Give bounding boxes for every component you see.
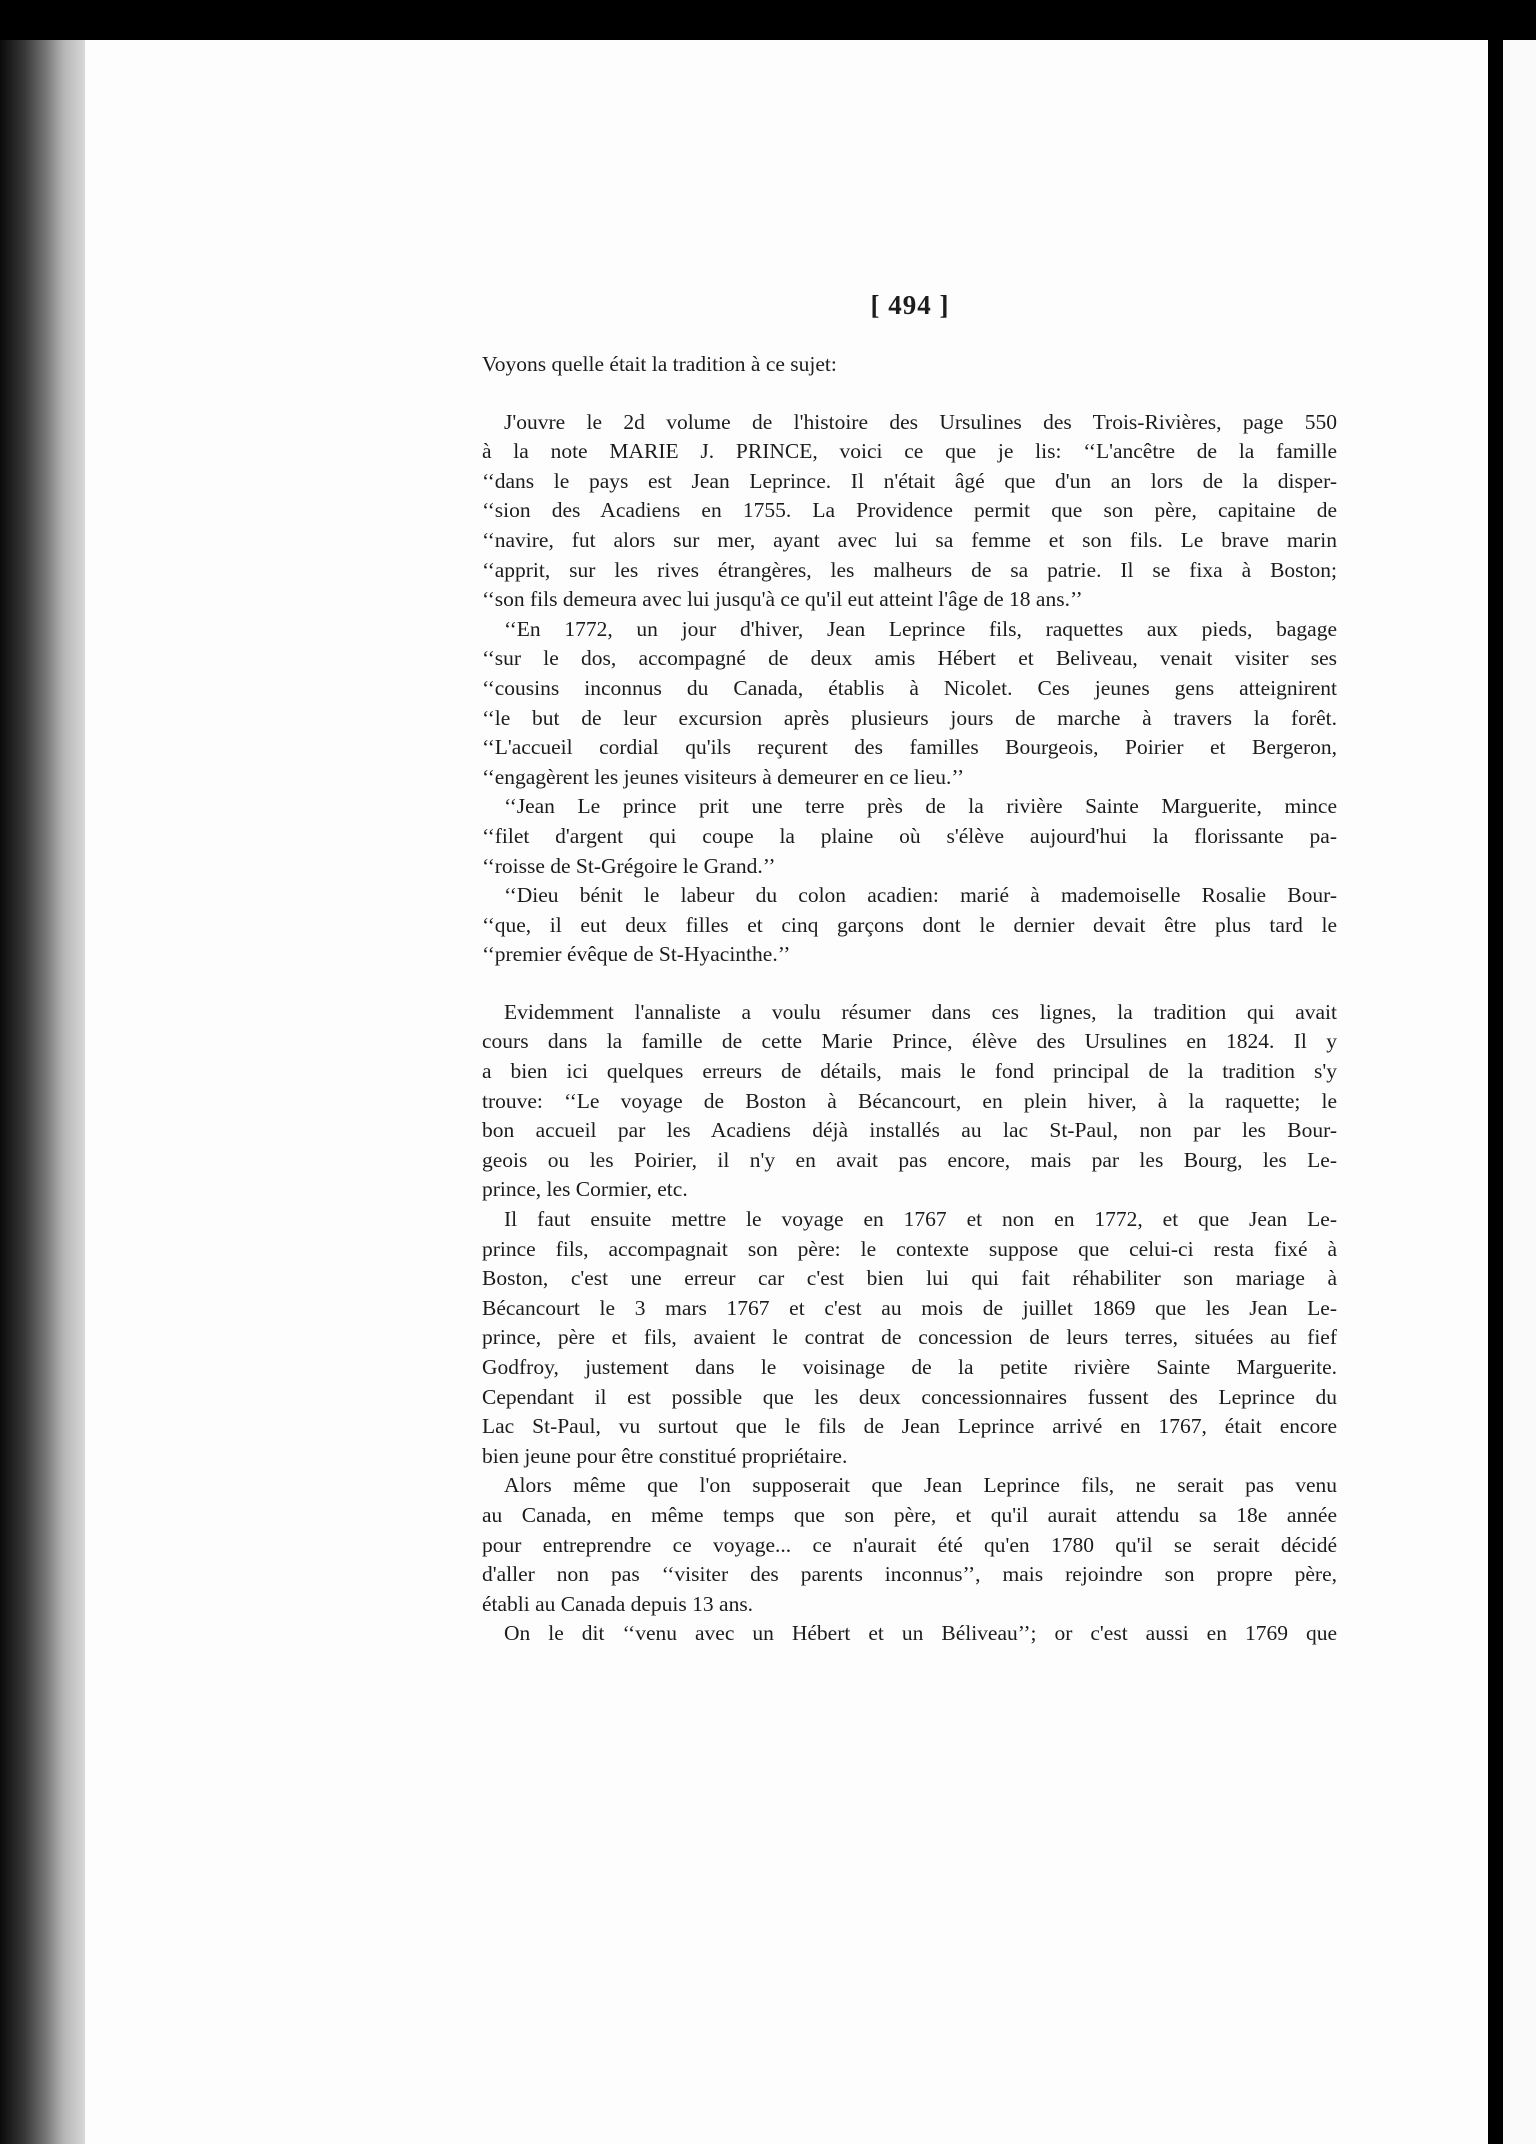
text-line: ‘‘L'accueil cordial qu'ils reçurent des familles Bourgeois, Poirier et Bergeron, [482,735,1337,760]
text-line: trouve: ‘‘Le voyage de Boston à Bécancourt, en plein hiver, à la raquette; le [482,1088,1337,1113]
text-line: prince, père et fils, avaient le contrat de concession de leurs terres, situées au fief [482,1325,1337,1350]
text-line: ‘‘que, il eut deux filles et cinq garçons dont le dernier devait être plus tard le [482,912,1337,937]
text-line: ‘‘cousins inconnus du Canada, établis à Nicolet. Ces jeunes gens atteignirent [482,675,1337,700]
text-line: établi au Canada depuis 13 ans. [482,1591,754,1616]
text-line: ‘‘filet d'argent qui coupe la plaine où s'élève aujourd'hui la florissante pa- [482,823,1337,848]
body-text [482,286,1337,1649]
text-line: ‘‘son fils demeura avec lui jusqu'à ce qu'il eut atteint l'âge de 18 ans.’’ [482,587,1083,612]
text-line: au Canada, en même temps que son père, et qu'il aurait attendu sa 18e année [482,1502,1337,1527]
text-line: Lac St-Paul, vu surtout que le fils de Jean Leprince arrivé en 1767, était encore [482,1414,1337,1439]
text-line: prince fils, accompagnait son père: le contexte suppose que celui-ci resta fixé à [482,1236,1337,1261]
paragraph-gap [482,380,1337,408]
text-line: bon accueil par les Acadiens déjà installés au lac St-Paul, non par les Bour- [482,1118,1337,1143]
text-line: Boston, c'est une erreur car c'est bien lui qui fait réhabiliter son mariage à [482,1266,1337,1291]
text-line: ‘‘premier évêque de St-Hyacinthe.’’ [482,942,791,967]
left-page-edge [0,40,85,2144]
top-shadow [0,0,1536,40]
text-line: ‘‘sur le dos, accompagné de deux amis Hébert et Beliveau, venait visiter ses [482,646,1337,671]
text-line: Voyons quelle était la tradition à ce sujet: [482,352,837,376]
text-line: prince, les Cormier, etc. [482,1177,688,1202]
text-line: ‘‘Dieu bénit le labeur du colon acadien: marié à mademoiselle Rosalie Bour- [504,883,1337,908]
text-line: Bécancourt le 3 mars 1767 et c'est au mois de juillet 1869 que les Jean Le- [482,1295,1337,1320]
top-spacer [482,286,1337,350]
text-line: ‘‘dans le pays est Jean Leprince. Il n'était âgé que d'un an lors de la disper- [482,468,1337,493]
text-line: ‘‘apprit, sur les rives étrangères, les malheurs de sa patrie. Il se fixa à Boston; [482,557,1337,582]
text-line: Evidemment l'annaliste a voulu résumer dans ces lignes, la tradition qui avait [504,999,1337,1024]
text-line: ‘‘roisse de St-Grégoire le Grand.’’ [482,853,776,878]
paragraph-gap [482,970,1337,998]
text-line: cours dans la famille de cette Marie Prince, élève des Ursulines en 1824. Il y [482,1029,1337,1054]
text-line: Alors même que l'on supposerait que Jean Leprince fils, ne serait pas venu [504,1473,1337,1498]
right-page-edge [1503,40,1536,2144]
text-line: Cependant il est possible que les deux concessionnaires fussent des Leprince du [482,1384,1337,1409]
text-line: d'aller non pas ‘‘visiter des parents inconnus’’, mais rejoindre son propre père, [482,1562,1337,1587]
text-line: pour entreprendre ce voyage... ce n'aurait été qu'en 1780 qu'il se serait décidé [482,1532,1337,1557]
text-line: ‘‘sion des Acadiens en 1755. La Providence permit que son père, capitaine de [482,498,1337,523]
text-line: ‘‘le but de leur excursion après plusieurs jours de marche à travers la forêt. [482,705,1337,730]
text-line: a bien ici quelques erreurs de détails, mais le fond principal de la tradition s'y [482,1059,1337,1084]
text-line: Godfroy, justement dans le voisinage de la petite rivière Sainte Marguerite. [482,1355,1337,1379]
text-line: geois ou les Poirier, il n'y en avait pas encore, mais par les Bourg, les Le- [482,1147,1337,1172]
text-line: à la note MARIE J. PRINCE, voici ce que je lis: ‘‘L'ancêtre de la famille [482,439,1337,464]
text-line: ‘‘engagèrent les jeunes visiteurs à demeurer en ce lieu.’’ [482,764,965,789]
text-line: ‘‘En 1772, un jour d'hiver, Jean Leprince fils, raquettes aux pieds, bagage [504,616,1337,641]
text-line: ‘‘navire, fut alors sur mer, ayant avec lui sa femme et son fils. Le brave marin [482,527,1337,552]
text-line: Il faut ensuite mettre le voyage en 1767 et non en 1772, et que Jean Le- [504,1207,1337,1232]
text-line: ‘‘Jean Le prince prit une terre près de la rivière Sainte Marguerite, mince [504,794,1337,819]
text-line: On le dit ‘‘venu avec un Hébert et un Béliveau’’; or c'est aussi en 1769 que [504,1621,1337,1646]
text-line: J'ouvre le 2d volume de l'histoire des Ursulines des Trois-Rivières, page 550 [504,409,1337,434]
text-line: bien jeune pour être constitué propriétaire. [482,1443,848,1468]
page-number: [ 494 ] [870,290,950,320]
